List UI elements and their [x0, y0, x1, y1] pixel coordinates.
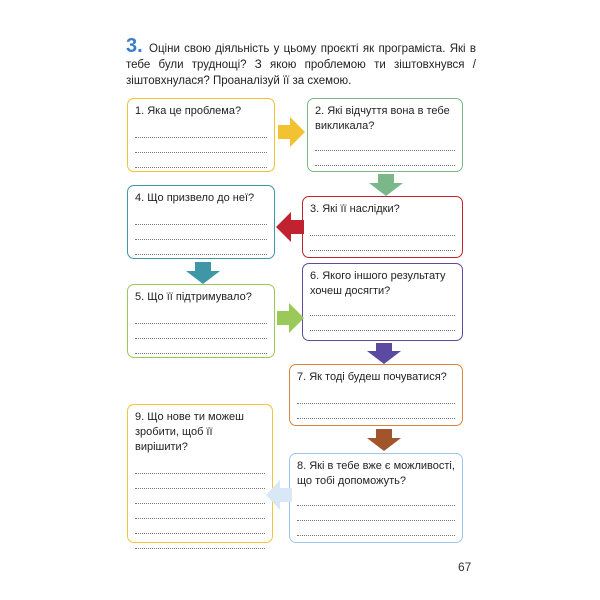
arrow-down-icon — [186, 262, 220, 284]
box-6-desired-result — [302, 263, 463, 341]
task-number: 3. — [126, 35, 143, 57]
answer-lines[interactable] — [135, 123, 267, 168]
box-9-question: 9. Що нове ти можеш зробити, щоб її вирішити? — [135, 411, 244, 453]
box-1-question: 1. Яка це проблема? — [135, 105, 242, 117]
arrow-down-icon — [369, 174, 403, 196]
box-8-question: 8. Які в тебе вже є можливості, що тобі допоможуть? — [297, 460, 455, 487]
arrow-down-icon — [367, 429, 401, 451]
answer-lines[interactable] — [135, 210, 267, 255]
arrow-left-icon — [266, 480, 292, 510]
answer-lines[interactable] — [310, 301, 455, 331]
box-7-feel-then — [289, 364, 463, 426]
task-instructions: Оціни свою діяльність у цьому проєкті як програміста. Які в тебе були труднощі? З якою проблемою ти зіштовхнувся / зіштовхнулася? Проаналізуй її за схемою. — [126, 43, 477, 87]
box-3-question: 3. Які її наслідки? — [310, 203, 400, 215]
box-9-new-actions — [127, 404, 273, 543]
box-2-question: 2. Які відчуття вона в тебе викликала? — [315, 105, 450, 132]
box-5-question: 5. Що її підтримувало? — [135, 291, 252, 303]
arrow-right-icon — [277, 303, 305, 333]
arrow-left-icon — [276, 212, 304, 242]
answer-lines[interactable] — [297, 491, 455, 536]
arrow-down-icon — [367, 343, 401, 364]
answer-lines[interactable] — [310, 221, 455, 251]
box-6-question: 6. Якого іншого результату хочеш досягти? — [310, 270, 446, 297]
box-7-question: 7. Як тоді будеш почуватися? — [297, 371, 447, 383]
box-4-question: 4. Що призвело до неї? — [135, 192, 255, 204]
box-3-consequences — [302, 196, 463, 258]
answer-lines[interactable] — [315, 136, 455, 166]
box-2-feelings — [307, 98, 463, 172]
answer-lines[interactable] — [135, 309, 267, 354]
answer-lines[interactable] — [297, 389, 455, 419]
task-text — [126, 35, 477, 89]
box-1-problem — [127, 98, 275, 172]
answer-lines[interactable] — [135, 459, 265, 549]
box-8-opportunities — [289, 453, 463, 543]
box-4-cause — [127, 185, 275, 259]
page-number: 67 — [458, 560, 472, 574]
box-5-support — [127, 284, 275, 358]
arrow-right-icon — [278, 117, 306, 147]
